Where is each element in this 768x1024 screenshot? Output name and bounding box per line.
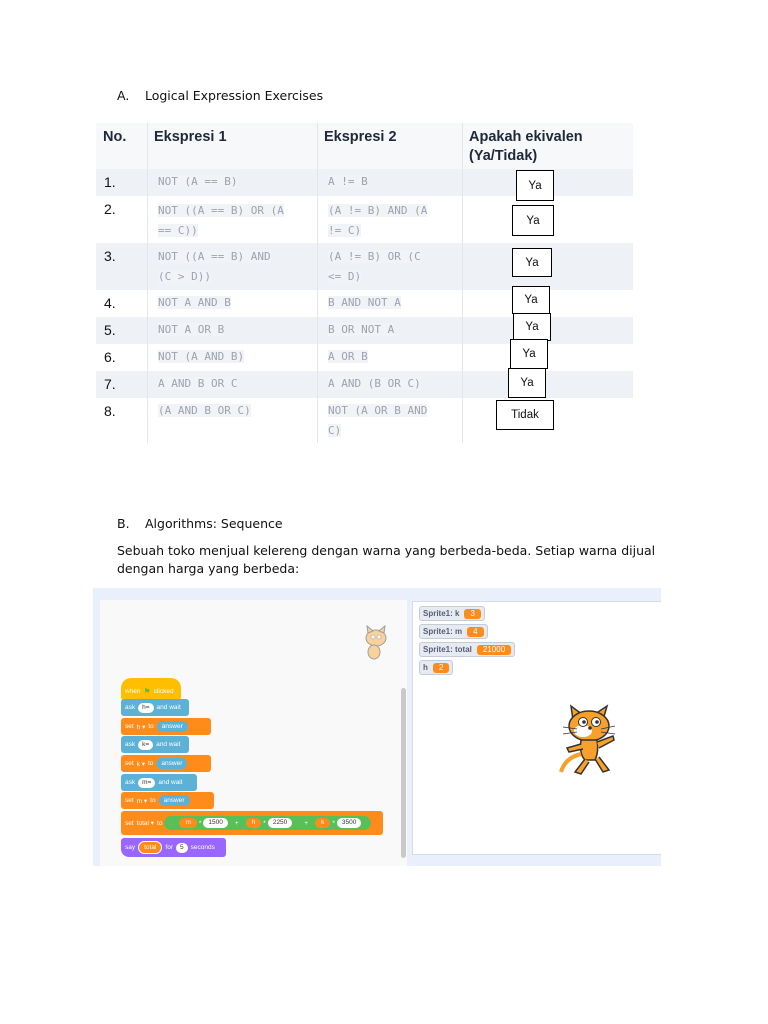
clicked-label: clicked (153, 688, 174, 695)
expr2-cell (328, 401, 427, 441)
section-a-title: Logical Expression Exercises (144, 88, 324, 103)
expr1-line: (C > D)) (158, 270, 211, 283)
expr2-line: NOT (A OR B AND (328, 404, 428, 417)
header-expr2: Ekspresi 2 (324, 129, 397, 145)
set-total-block[interactable] (121, 811, 383, 835)
monitor-value: 4 (467, 627, 483, 637)
expr1-cell (158, 293, 231, 313)
section-a-heading (117, 88, 323, 103)
variable-dropdown[interactable]: k ▾ (136, 760, 145, 768)
expr1-line: NOT A AND B (158, 296, 231, 309)
expr1-line: NOT ((A == B) AND (158, 250, 271, 263)
expr1-line: (A AND B OR C) (158, 404, 251, 417)
m-reporter[interactable]: m (179, 818, 196, 828)
stage[interactable] (412, 601, 661, 855)
variable-dropdown[interactable]: m ▾ (136, 797, 148, 805)
times-operator[interactable] (174, 816, 232, 830)
variable-monitor (419, 606, 485, 621)
expr2-line: (A != B) OR (C (328, 250, 421, 263)
expr2-line: != C) (328, 224, 362, 237)
when-flag-clicked-block[interactable] (121, 678, 181, 700)
h-reporter[interactable]: h (246, 818, 262, 828)
expr1-cell (158, 401, 251, 421)
table-row (96, 243, 633, 290)
header-expr1: Ekspresi 1 (154, 129, 227, 145)
green-flag-icon: ⚑ (143, 687, 151, 696)
times-sign: * (263, 819, 266, 827)
expr1-cell (158, 320, 224, 340)
monitor-label: h (423, 663, 428, 672)
for-label: for (165, 844, 174, 851)
section-b-heading (117, 516, 283, 531)
row-number: 5. (104, 322, 116, 338)
problem-paragraph: Sebuah toko menjual kelereng dengan warna yang berbeda-beda. Setiap warna dijual dengan harga yang berbeda: (117, 543, 656, 576)
variable-monitor (419, 642, 515, 657)
expr2-line: <= D) (328, 270, 362, 283)
column-divider (317, 123, 318, 443)
expr2-cell (328, 201, 427, 241)
plus-sign: + (304, 819, 309, 827)
seconds-input[interactable]: 5 (176, 843, 188, 853)
set-h-block[interactable] (121, 718, 211, 735)
expr2-cell (328, 374, 421, 394)
expr2-line: C) (328, 424, 342, 437)
expr1-line: NOT (A AND B) (158, 350, 245, 363)
expr2-line: B AND NOT A (328, 296, 401, 309)
times-operator[interactable] (241, 816, 298, 830)
answer-box[interactable]: Ya (512, 286, 550, 314)
answer-reporter[interactable]: answer (157, 721, 188, 732)
answer-box[interactable]: Ya (513, 313, 551, 341)
variable-monitor (419, 624, 488, 639)
to-label: to (148, 760, 154, 767)
set-label: set (125, 760, 134, 767)
to-label: to (148, 723, 154, 730)
answer-box[interactable]: Tidak (496, 400, 554, 430)
code-area-scrollbar[interactable] (401, 688, 406, 858)
ask-text[interactable]: m= (138, 778, 155, 788)
header-equiv-2: (Ya/Tidak) (469, 148, 538, 164)
set-label: set (125, 723, 134, 730)
variable-dropdown[interactable]: total ▾ (136, 820, 155, 827)
ask-label: ask (125, 741, 136, 748)
expr2-line: A != B (328, 175, 368, 188)
expr2-cell (328, 293, 401, 313)
table-row (96, 290, 633, 317)
ask-text[interactable]: h= (138, 703, 153, 713)
expr1-line: NOT ((A == B) OR (A (158, 204, 284, 217)
expr1-cell (158, 347, 244, 367)
ask-text[interactable]: k= (138, 740, 153, 750)
answer-reporter[interactable]: answer (159, 795, 190, 806)
row-number: 8. (104, 403, 116, 419)
expr1-line: NOT (A == B) (158, 175, 238, 188)
expr2-line: A AND (B OR C) (328, 377, 421, 390)
sprite-thumbnail-icon (358, 624, 394, 662)
expr2-line: B OR NOT A (328, 323, 395, 336)
section-a-letter: A. (117, 88, 130, 103)
monitor-label: Sprite1: m (423, 627, 463, 636)
say-block[interactable] (121, 838, 226, 857)
set-label: set (125, 797, 134, 804)
expr2-line: A OR B (328, 350, 368, 363)
plus-operator[interactable] (164, 816, 371, 830)
row-number: 7. (104, 376, 116, 392)
ask-h-block[interactable] (121, 699, 189, 716)
say-label: say (125, 844, 136, 851)
to-label: to (150, 797, 156, 804)
expr1-line: == C)) (158, 224, 198, 237)
monitor-value: 21000 (477, 645, 511, 655)
answer-box[interactable]: Ya (508, 368, 546, 398)
answer-box[interactable]: Ya (516, 170, 554, 201)
to-label: to (157, 819, 163, 827)
expr1-cell (158, 247, 271, 287)
ask-label: ask (125, 779, 136, 786)
plus-operator[interactable] (169, 816, 302, 830)
expr2-cell (328, 320, 394, 340)
column-divider (147, 123, 148, 443)
ask-k-block[interactable] (121, 736, 189, 753)
price-h-input[interactable]: 2250 (268, 818, 292, 828)
answer-box[interactable]: Ya (512, 205, 554, 236)
expr2-cell (328, 247, 421, 287)
expr1-line: NOT A OR B (158, 323, 225, 336)
price-m-input[interactable]: 1500 (203, 818, 227, 828)
expr1-cell (158, 374, 237, 394)
times-operator[interactable] (310, 816, 366, 830)
header-equiv-1: Apakah ekivalen (469, 129, 583, 145)
answer-box[interactable]: Ya (512, 248, 552, 277)
section-b-letter: B. (117, 516, 130, 531)
times-sign: * (332, 819, 335, 827)
monitor-label: Sprite1: k (423, 609, 460, 618)
when-label: when (125, 688, 141, 695)
scratch-cat-sprite[interactable] (553, 702, 633, 782)
table-header-row (96, 123, 633, 169)
expr1-cell (158, 172, 237, 192)
set-k-block[interactable] (121, 755, 211, 772)
row-number: 1. (104, 174, 116, 190)
variable-dropdown[interactable]: h ▾ (136, 723, 146, 731)
table-row (96, 317, 633, 344)
row-number: 2. (104, 201, 116, 217)
table-row (96, 371, 633, 398)
variable-monitor (419, 660, 453, 675)
code-area[interactable] (100, 600, 407, 866)
row-number: 4. (104, 295, 116, 311)
price-k-input[interactable]: 3500 (337, 818, 361, 828)
answer-box[interactable]: Ya (510, 339, 548, 369)
monitor-value: 3 (464, 609, 480, 619)
seconds-label: seconds (190, 844, 215, 851)
plus-sign: + (234, 819, 239, 827)
monitor-value: 2 (433, 663, 449, 673)
table-row (96, 344, 633, 371)
ask-m-block[interactable] (121, 774, 197, 791)
and-wait-label: and wait (156, 741, 181, 748)
total-reporter[interactable]: total (138, 841, 162, 854)
monitor-label: Sprite1: total (423, 645, 472, 654)
and-wait-label: and wait (156, 704, 181, 711)
times-sign: * (198, 819, 202, 827)
scratch-screenshot (93, 588, 661, 866)
row-number: 6. (104, 349, 116, 365)
section-b-title: Algorithms: Sequence (144, 516, 283, 531)
expr1-cell (158, 201, 284, 241)
set-label: set (125, 819, 134, 827)
ask-label: ask (125, 704, 136, 711)
set-m-block[interactable] (121, 792, 214, 809)
row-number: 3. (104, 248, 116, 264)
answer-reporter[interactable]: answer (156, 758, 187, 769)
k-reporter[interactable]: k (315, 818, 330, 828)
column-divider (462, 123, 463, 443)
expr1-line: A AND B OR C (158, 377, 238, 390)
header-no: No. (103, 129, 127, 145)
expr2-line: (A != B) AND (A (328, 204, 428, 217)
and-wait-label: and wait (158, 779, 183, 786)
expr2-cell (328, 347, 368, 367)
expr2-cell (328, 172, 368, 192)
